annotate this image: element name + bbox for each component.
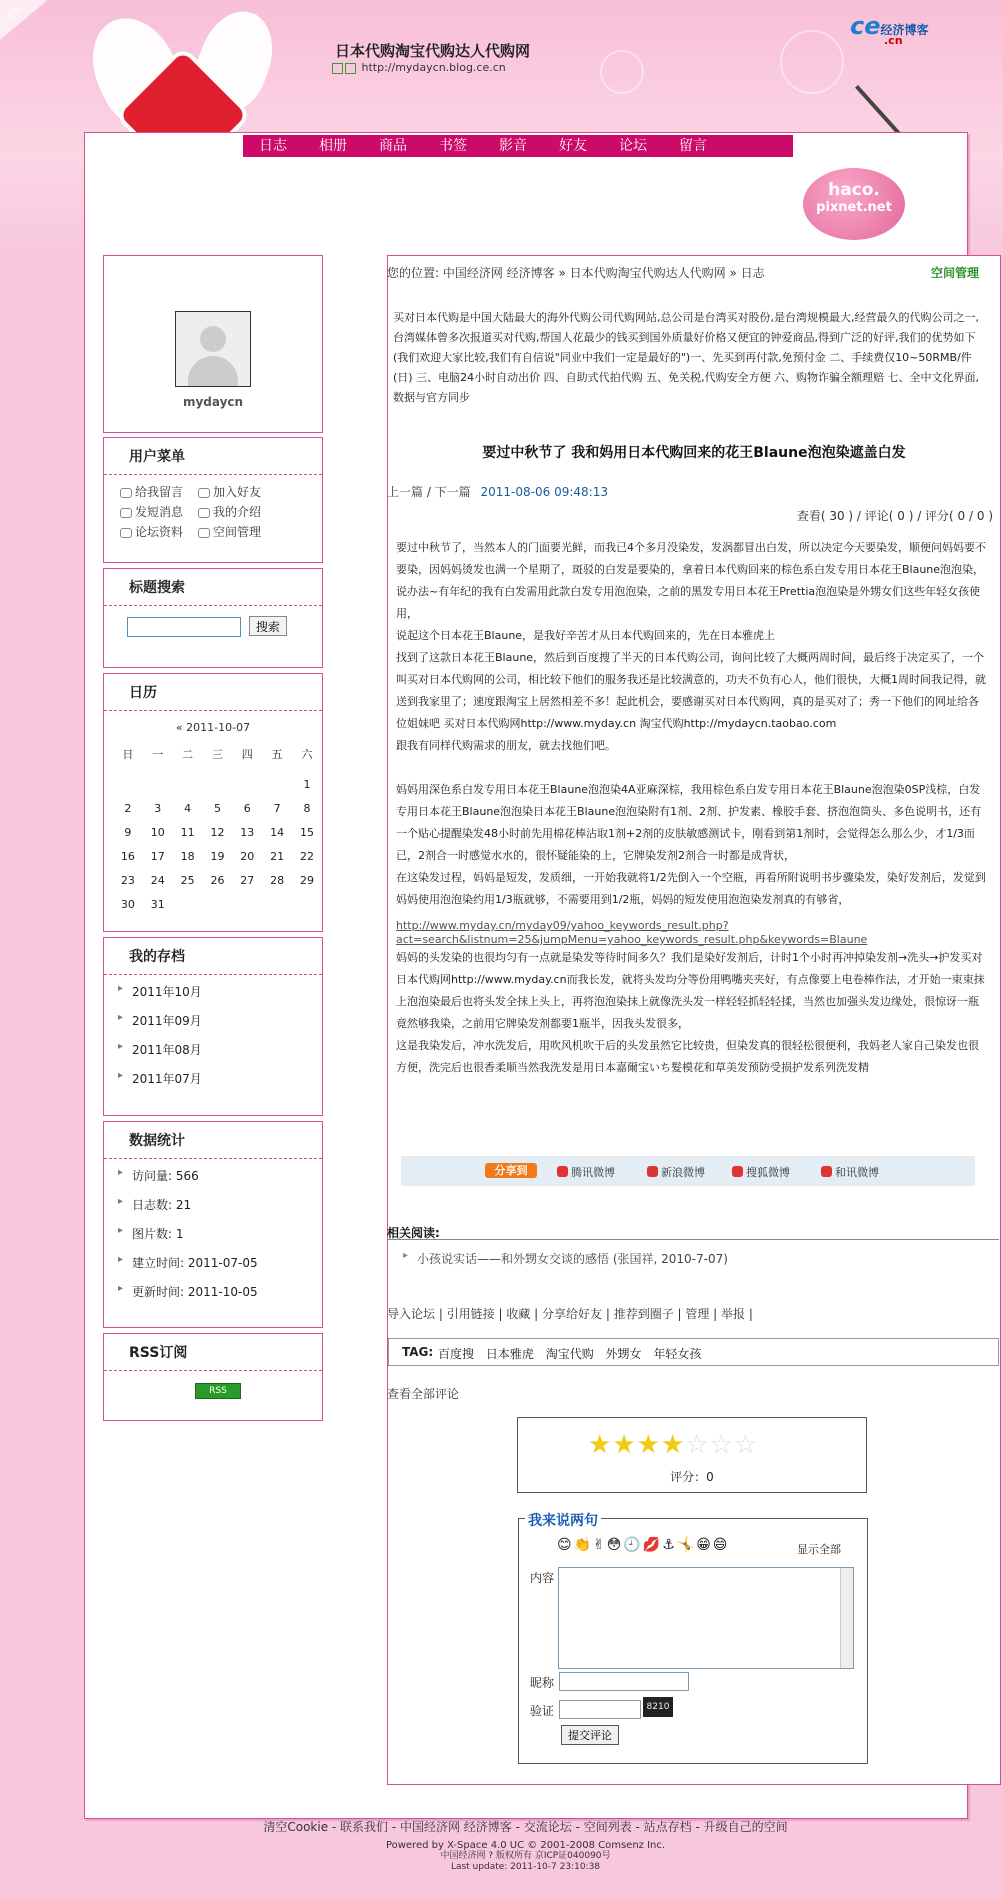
- haco-line-2: pixnet.net: [816, 200, 892, 215]
- post-date: 2011-08-06 09:48:13: [480, 485, 608, 499]
- share-sohu[interactable]: 搜狐微博: [732, 1164, 790, 1180]
- icp-info: 中国经济网 ? 版权所有 京ICP证040090号: [440, 1851, 611, 1861]
- calendar-week: 2 3 4 5 6 7 8: [124, 801, 311, 815]
- rating-star[interactable]: ☆: [733, 1430, 759, 1460]
- article-paragraph: 妈妈用深色系白发专用日本花王Blaune泡泡染4A亚麻深棕，我用棕色系白发专用日本花王Blaune泡泡染0SP浅棕，白发专用日本花王Blaune泡泡染日本花王Blaune泡泡染附有1剂、2剂、护发素、橡胶手套、挤泡泡筒头、多色说明书，还有一个贴心提醒染发48小时前先用棉花棒沾取1剂+2剂的皮肤敏感测试卡，刚看到第1剂时，会觉得怎么那么少，才1/3而已，2剂合一时感觉水水的，很怀疑能染的上，它牌染发剂2剂合一时都是成背状，: [396, 783, 982, 862]
- archive-box: [103, 937, 323, 1116]
- view-counts[interactable]: 查看( 30 ) / 评论( 0 ) / 评分( 0 / 0 ): [796, 509, 993, 523]
- calendar-week: 1: [303, 777, 311, 791]
- rating-star[interactable]: ★: [612, 1430, 637, 1460]
- article-paragraph: 这是我染发后，冲水洗发后，用吹风机吹干后的头发虽然它比较贵，但染发真的很轻松很便利，我妈老人家自己染发也很方便，洗完后也很香柔顺当然我洗发是用日本嘉爾宝いち髮模花和草美发预防受损护发系列洗发精: [396, 1039, 979, 1074]
- user-menu-box: [103, 437, 323, 563]
- brand-name: 经济博客: [880, 23, 929, 37]
- tag-item[interactable]: 外甥女: [605, 1347, 642, 1361]
- nav-item-friends[interactable]: 好友: [559, 138, 587, 154]
- article-body: [396, 537, 986, 1079]
- haco-badge[interactable]: [803, 168, 905, 240]
- username[interactable]: mydaycn: [182, 395, 244, 409]
- content-label: 内容: [530, 1571, 555, 1585]
- corner-label[interactable]: 导航: [4, 3, 24, 24]
- footer: [84, 1818, 967, 1873]
- tag-item[interactable]: 日本雅虎: [485, 1347, 534, 1361]
- site-url-text[interactable]: http://mydaycn.blog.ce.cn: [361, 61, 506, 74]
- article-paragraph: 妈妈的头发染的也很均匀有一点就是染发等待时间多久？我们是染好发剂后，计时1个小时再冲掉染发剂→洗头→护发买对日本代购网http://www.myday.cn而我长发，就将头发均分等份用鸭嘴夹夹好，有点像要上电卷棒作法，才开始一束束抹上泡泡染最后也将头发全抹上头上，再将泡泡染抹上就像洗头发一样轻轻抓轻轻揉，当然也加强头发边缘处，很惊讶一瓶竟然够我染，之前用它牌染发剂都要1瓶半，因我头发很多，: [396, 951, 985, 1030]
- article-title: 要过中秋节了 我和妈用日本代购回来的花王Blaune泡泡染遮盖白发: [482, 445, 906, 461]
- nav-item-bookmarks[interactable]: 书签: [439, 138, 467, 154]
- submit-comment-button[interactable]: 提交评论: [561, 1725, 619, 1745]
- keyword-link[interactable]: http://www.myday.cn/myday09/yahoo_keywords_result.php?act=search&listnum=25&jumpMenu=yahoo_keywords_result.php&keywords=Blaune: [396, 919, 868, 946]
- powered-by[interactable]: Powered by X-Space 4.0 UC © 2001-2008 Comsenz Inc.: [385, 1840, 666, 1851]
- stats-box: [103, 1121, 323, 1328]
- rating-star[interactable]: ★: [636, 1430, 661, 1460]
- avatar[interactable]: [175, 311, 251, 387]
- stat-created: ▸ 建立时间: 2011-07-05: [132, 1254, 322, 1283]
- archive-item[interactable]: ▸ 2011年07月: [132, 1070, 322, 1099]
- archive-item[interactable]: ▸ 2011年09月: [132, 1012, 322, 1041]
- decor-swirl: [600, 50, 644, 94]
- profile-icon: [198, 508, 210, 518]
- calendar-week: 9 10 11 12 13 14 15: [124, 825, 315, 839]
- nav-item-album[interactable]: 相册: [319, 138, 347, 154]
- tag-item[interactable]: 年轻女孩: [653, 1347, 702, 1361]
- stat-logs: ▸ 日志数: 21: [132, 1196, 322, 1225]
- tag-label: TAG:: [402, 1345, 434, 1359]
- prev-next[interactable]: [387, 483, 608, 500]
- add-icon[interactable]: [345, 63, 356, 74]
- archive-title: 我的存档: [104, 938, 322, 975]
- nav-item-log[interactable]: 日志: [259, 138, 287, 154]
- article-paragraph: 在这染发过程，妈妈是短发，发质细，一开始我就将1/2先倒入一个空瓶，再看所附说明书步骤染发，染好发剂后，发觉到妈妈使用泡泡染约用1/3瓶就够，不需要用到1/2瓶，妈妈的短发使用泡泡染发剂真的有够省，: [396, 871, 986, 906]
- menu-forum-profile[interactable]: 论坛资料: [120, 523, 198, 540]
- haco-line-1: haco.: [828, 180, 880, 200]
- nav-item-goods[interactable]: 商品: [379, 138, 407, 154]
- rating-star[interactable]: ★: [588, 1430, 613, 1460]
- brand-mark: ce: [850, 12, 881, 40]
- rss-button[interactable]: RSS: [195, 1383, 241, 1399]
- site-url[interactable]: [332, 61, 506, 74]
- admin-icon: [198, 528, 210, 538]
- user-menu-title: 用户菜单: [104, 438, 322, 475]
- menu-my-intro[interactable]: 我的介绍: [198, 503, 298, 520]
- article-paragraph: 跟我有同样代购需求的朋友，就去找他们吧。: [396, 739, 616, 752]
- copy-icon[interactable]: [332, 63, 343, 74]
- archive-item[interactable]: ▸ 2011年10月: [132, 983, 322, 1012]
- space-admin-link[interactable]: 空间管理: [931, 266, 980, 280]
- calendar-weekdays: 日 一 二 三 四 五 六: [122, 748, 313, 761]
- rating-star[interactable]: ☆: [709, 1430, 734, 1460]
- search-title: 标题搜索: [104, 569, 322, 606]
- stat-visits: ▸ 访问量: 566: [132, 1167, 322, 1196]
- rating-score: 评分：0: [670, 1470, 714, 1484]
- calendar-title: 日历: [104, 674, 322, 711]
- mail-icon: [120, 508, 132, 518]
- article-paragraph: 说起这个日本花王Blaune，是我好辛苦才从日本代购回来的，先在日本雅虎上: [396, 629, 776, 642]
- search-input[interactable]: [127, 617, 241, 637]
- share-button[interactable]: 分享到: [485, 1163, 537, 1178]
- breadcrumb[interactable]: 您的位置: 中国经济网 经济博客 » 日本代购淘宝代购达人代购网 » 日志: [387, 266, 765, 280]
- decor-swirl: [780, 30, 844, 94]
- rating-star[interactable]: ☆: [685, 1430, 710, 1460]
- share-sina[interactable]: 新浪微博: [647, 1164, 705, 1180]
- friend-icon: [198, 488, 210, 498]
- captcha-label: 验证: [530, 1704, 555, 1718]
- view-all-comments[interactable]: 查看全部评论: [387, 1387, 460, 1401]
- calendar-box: [103, 673, 323, 932]
- menu-space-admin[interactable]: 空间管理: [198, 523, 298, 540]
- profile-box: [103, 255, 323, 433]
- comment-form: [518, 1513, 868, 1764]
- related-item[interactable]: ▸ 小孩说实话——和外甥女交谈的感悟 (张国祥, 2010-7-07): [417, 1250, 728, 1267]
- calendar-week: 23 24 25 26 27 28 29: [120, 873, 315, 887]
- nickname-label: 昵称: [530, 1676, 555, 1690]
- nickname-input[interactable]: [559, 1672, 689, 1691]
- menu-leave-message[interactable]: 给我留言: [120, 483, 198, 500]
- calendar-week: 16 17 18 19 20 21 22: [120, 849, 315, 863]
- captcha-image[interactable]: 8210: [643, 1697, 673, 1717]
- comment-textarea[interactable]: [558, 1567, 854, 1669]
- calendar-month[interactable]: « 2011-10-07: [175, 721, 251, 734]
- related-divider: [387, 1239, 999, 1240]
- message-icon: [120, 488, 132, 498]
- brand-logo[interactable]: [850, 12, 929, 47]
- prev-next-links[interactable]: 上一篇 / 下一篇: [387, 485, 471, 499]
- tag-item[interactable]: 淘宝代购: [545, 1347, 594, 1361]
- share-hexun[interactable]: 和讯微博: [821, 1164, 879, 1180]
- emoji-picker[interactable]: 😊👏✌😳🕘💋⚓🤸😁😄: [557, 1537, 730, 1553]
- stat-updated: ▸ 更新时间: 2011-10-05: [132, 1283, 322, 1312]
- rating-box: [517, 1417, 867, 1493]
- main-nav: [243, 135, 793, 157]
- rss-box: [103, 1333, 323, 1421]
- intro-text: 买对日本代购是中国大陆最大的海外代购公司代购网站,总公司是台湾买对股份,是台湾规模最大,经营最久的代购公司之一,台湾媒体曾多次报道买对代购,帮国人花最少的钱买到国外质量好价格又便宜的钟爱商品,得到广泛的好评,我们的优势如下(我们欢迎大家比较,我们有自信说"同业中我们一定是最好的")一、先买到再付款,免预付金 二、手续费仅10~50RMB/件(日) 三、电脑24小时自动出价 四、自助式代拍代购 五、免关税,代购安全方便 六、购物诈骗全额理赔 七、全中文化界面,数据与官方同步: [393, 311, 980, 404]
- rss-title: RSS订阅: [104, 1334, 322, 1371]
- brand-domain: .cn: [884, 34, 903, 47]
- article-paragraph: 找到了这款日本花王Blaune，然后到百度搜了半天的日本代购公司，询问比较了大概两周时间，最后终于决定买了，一个叫买对日本代购网的公司，相比较下他们的服务我还是比较满意的，功夫不负有心人，他们很快，大概1周时间我记得，就送到我家里了；速度跟淘宝上居然相差不多！起此机会，要感谢买对日本代购网，真的是买对了；秀一下他们的网址给各位姐妹吧 买对日本代购网http://www.myday.cn 淘宝代购http://mydaycn.taobao.com: [396, 651, 986, 730]
- show-all-emojis[interactable]: 显示全部: [797, 1543, 841, 1556]
- calendar-week: 30 31: [120, 897, 165, 911]
- comment-form-legend: 我来说两句: [525, 1510, 601, 1530]
- related-title: 相关阅读:: [387, 1226, 440, 1240]
- search-button[interactable]: 搜索: [249, 616, 287, 636]
- stats-title: 数据统计: [104, 1122, 322, 1159]
- menu-add-friend[interactable]: 加入好友: [198, 483, 298, 500]
- last-update: Last update: 2011-10-7 23:10:38: [450, 1862, 601, 1872]
- captcha-input[interactable]: [559, 1700, 641, 1719]
- rating-stars[interactable]: [588, 1430, 758, 1460]
- stat-images: ▸ 图片数: 1: [132, 1225, 322, 1254]
- textarea-scrollbar[interactable]: [840, 1568, 853, 1668]
- article-actions[interactable]: 导入论坛 | 引用链接 | 收藏 | 分享给好友 | 推荐到圈子 | 管理 | 举报 |: [387, 1307, 753, 1321]
- share-tencent[interactable]: 腾讯微博: [557, 1164, 615, 1180]
- archive-item[interactable]: ▸ 2011年08月: [132, 1041, 322, 1070]
- footer-links[interactable]: 清空Cookie - 联系我们 - 中国经济网 经济博客 - 交流论坛 - 空间列表 - 站点存档 - 升级自己的空间: [263, 1820, 788, 1834]
- menu-send-pm[interactable]: 发短消息: [120, 503, 198, 520]
- forum-icon: [120, 528, 132, 538]
- article-paragraph: 要过中秋节了，当然本人的门面要光鲜，而我已4个多月没染发，发涡都冒出白发，所以决定今天要染发，顺便问妈妈要不要染，因妈妈烫发也满一个星期了，斑驳的白发是要染的，拿着日本代购回来的棕色系白发专用日本花王Blaune泡泡染，说办法~有年纪的我有白发需用此款白发专用泡泡染，之前的黑发专用日本花王Prettia泡泡染是外甥女们这些年轻女孩使用，: [396, 541, 986, 620]
- nav-item-media[interactable]: 影音: [499, 138, 527, 154]
- rating-star[interactable]: ★: [660, 1430, 686, 1460]
- nav-item-forum[interactable]: 论坛: [619, 138, 647, 154]
- tag-item[interactable]: 百度搜: [438, 1347, 475, 1361]
- site-title[interactable]: 日本代购淘宝代购达人代购网: [335, 42, 531, 60]
- title-search-box: [103, 568, 323, 668]
- tag-bar: [388, 1338, 999, 1366]
- calendar-table: [113, 742, 322, 916]
- nav-item-messages[interactable]: 留言: [679, 138, 707, 154]
- share-bar: [401, 1156, 975, 1186]
